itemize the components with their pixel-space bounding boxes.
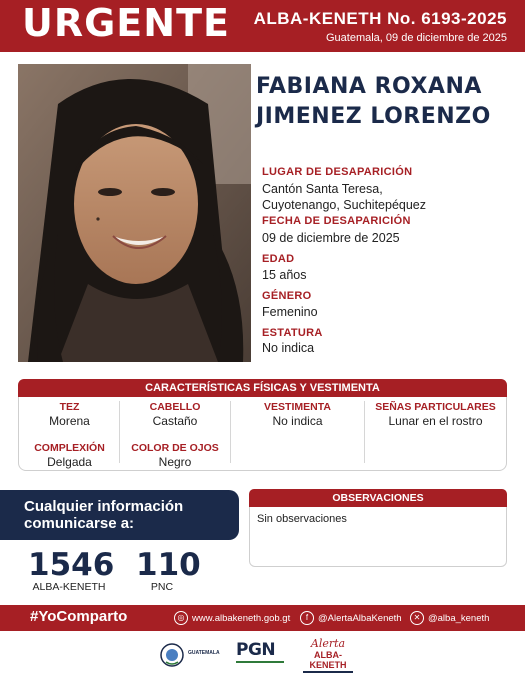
vestimenta-label: VESTIMENTA — [264, 401, 331, 413]
cabello-value: Castaño — [152, 414, 198, 428]
cabello-label: CABELLO — [149, 401, 201, 413]
phone-alba-keneth[interactable]: 1546 — [28, 547, 115, 583]
guatemala-gov-logo — [160, 640, 230, 670]
guatemala-seal-icon — [160, 642, 184, 668]
facebook-icon: f — [300, 611, 314, 625]
missing-person-photo — [18, 64, 251, 362]
field-label-estatura: ESTATURA — [262, 327, 323, 339]
facebook-text: @AlertaAlbaKeneth — [318, 612, 402, 624]
field-value-lugar: Cantón Santa Teresa, Cuyotenango, Suchitepéquez — [262, 182, 427, 212]
globe-icon: ◎ — [174, 611, 188, 625]
person-name-line1: FABIANA ROXANA — [256, 74, 482, 99]
hashtag: #YoComparto — [30, 608, 128, 625]
vestimenta-value: No indica — [272, 414, 323, 428]
urgent-title: URGENTE — [22, 1, 230, 45]
ojos-label: COLOR DE OJOS — [131, 442, 219, 454]
observations-title: OBSERVACIONES — [249, 489, 507, 507]
field-label-genero: GÉNERO — [262, 290, 312, 302]
twitter-link[interactable] — [410, 611, 489, 625]
alert-number: ALBA-KENETH No. 6193-2025 — [253, 9, 507, 28]
tez-value: Morena — [49, 414, 90, 428]
website-link[interactable] — [174, 611, 290, 625]
field-value-fecha: 09 de diciembre de 2025 — [262, 231, 400, 245]
senas-label: SEÑAS PARTICULARES — [375, 401, 496, 413]
contact-line1: Cualquier información — [24, 498, 184, 515]
observations-text: Sin observaciones — [257, 513, 347, 525]
phone-pnc-caption: PNC — [150, 581, 174, 593]
website-text: www.albakeneth.gob.gt — [192, 612, 291, 624]
pgn-underline — [236, 661, 284, 663]
alerta-alba-keneth-logo — [298, 637, 358, 671]
characteristics-title: CARACTERÍSTICAS FÍSICAS Y VESTIMENTA — [18, 379, 507, 397]
field-label-fecha: FECHA DE DESAPARICIÓN — [262, 215, 411, 227]
alerta-text: Alerta — [310, 637, 346, 650]
person-name-line2: JIMENEZ LORENZO — [256, 104, 491, 129]
alerta-underline — [303, 671, 353, 673]
pgn-text: PGN — [236, 640, 276, 660]
alert-location-date: Guatemala, 09 de diciembre de 2025 — [325, 32, 507, 44]
senas-value: Lunar en el rostro — [388, 414, 483, 428]
person-name — [256, 72, 518, 132]
pgn-logo — [236, 640, 288, 668]
field-value-edad: 15 años — [262, 268, 307, 282]
alba-keneth-text: ALBA-KENETH — [309, 650, 347, 670]
contact-text — [24, 498, 234, 532]
ojos-value: Negro — [158, 455, 192, 469]
field-value-estatura: No indica — [262, 341, 315, 355]
guatemala-text: GUATEMALA — [188, 650, 220, 656]
phone-pnc[interactable]: 110 — [136, 547, 201, 583]
contact-line2: comunicarse a: — [24, 515, 135, 532]
field-label-lugar: LUGAR DE DESAPARICIÓN — [262, 166, 413, 178]
tez-label: TEZ — [59, 401, 80, 413]
facebook-link[interactable] — [300, 611, 402, 625]
phone-alba-keneth-caption: ALBA-KENETH — [32, 581, 106, 593]
twitter-text: @alba_keneth — [428, 612, 490, 624]
complexion-value: Delgada — [47, 455, 92, 469]
complexion-label: COMPLEXIÓN — [34, 442, 105, 454]
x-icon: ✕ — [410, 611, 424, 625]
field-value-genero: Femenino — [262, 305, 318, 319]
field-label-edad: EDAD — [262, 253, 295, 265]
